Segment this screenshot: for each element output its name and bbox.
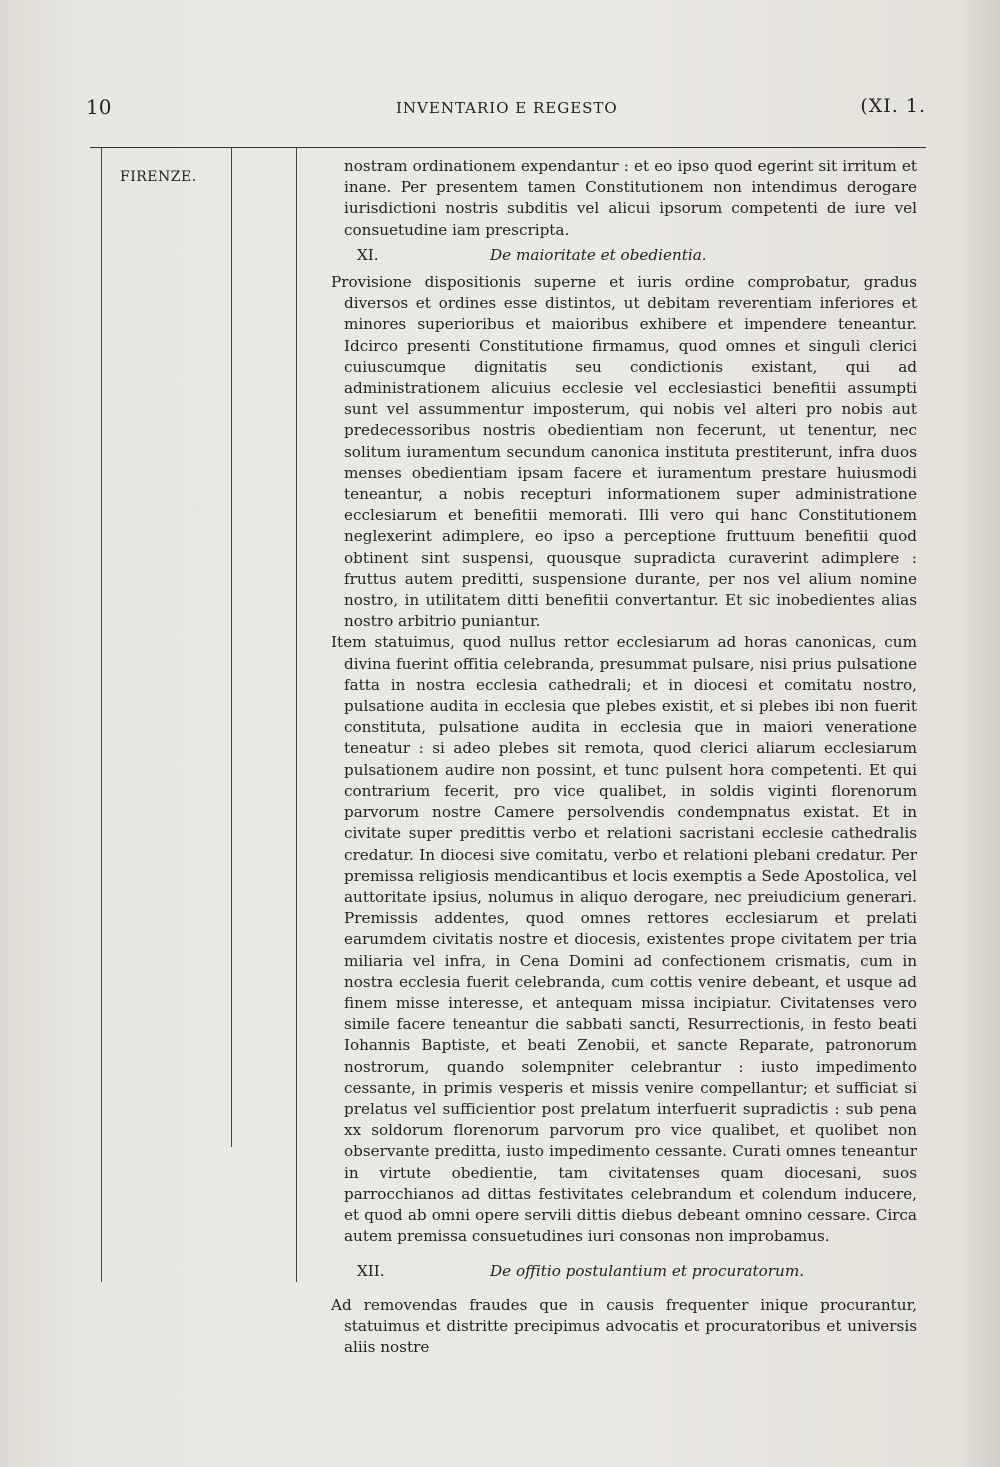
section-number-xii: XII. xyxy=(357,1262,385,1281)
paragraph-item-statuimus: Item statuimus, quod nullus rettor ecclesiarum ad horas canonicas, cum divina fuerint offitia celebranda, presummat pulsare, nisi prius pulsatione fatta in nostra ecclesia cathedrali; et in diocesi et comitatu nostro, pulsatione audita in ecclesia que plebes existit, et si plebes ibi non fuerit constituta, pulsatione audita in ecclesia que in maiori veneratione teneatur : si adeo plebes sit remota, quod clerici aliarum ecclesiarum pulsationem audire non possint, et tunc pulsent hora competenti. Et qui contrarium fecerit, pro vice qualibet, in soldis viginti florenorum parvorum nostre Camere persolvendis condempnatus existat. Et in civitate super predittis verbo et relationi sacristani ecclesie cathedralis credatur. In diocesi sive comitatu, verbo et relationi plebani credatur. Per premissa religiosis mendicantibus et locis exemptis a Sede Apostolica, vel auttoritate ipsius, nolumus in aliquo derogare, nec preiudicium generari. Premissis addentes, quod omnes rettores ecclesiarum et prelati earumdem civitatis nostre et diocesis, existentes prope civitatem per tria miliaria vel infra, in Cena Domini ad confectionem crismatis, cum in nostra ecclesia fuerit celebranda, cum cottis venire debeant, et usque ad finem misse interesse, et antequam missa incipiatur. Civitatenses vero simile facere teneantur die sabbati sancti, Resurrectionis, in festo beati Iohannis Baptiste, et beati Zenobii, et sancte Reparate, patronorum nostrorum, quando solempniter celebrantur : iusto impedimento cessante, in primis vesperis et missis venire compellantur; et sufficiat si prelatus vel sufficientior post prelatum interfuerit supradictis : sub pena xx soldorum florenorum parvorum pro vice qualibet, et quolibet non observante preditta, iusto impedimento cessante. Curati omnes teneantur in virtute obedientie, tam civitatenses quam diocesani, suos parrocchianos ad dittas festivitates celebrandum et colendum inducere, et quod ab omni opere servili dittis diebus debeant omnino cessare. Circa autem premissa consuetudines iuri consonas non improbamus. xyxy=(331,633,917,1246)
document-body xyxy=(315,156,917,1358)
place-label: FIRENZE. xyxy=(120,169,197,185)
section-title-xi: De maioritate et obedientia. xyxy=(490,245,707,264)
section-heading-xii xyxy=(315,1261,917,1282)
section-heading-xi xyxy=(315,245,917,266)
page-number: 10 xyxy=(86,95,112,119)
page-header xyxy=(86,95,926,125)
paragraph-provisione: Provisione dispositionis superne et iuris ordine comprobatur, gradus diversos et ordines esse distintos, ut debitam reverentiam inferiores et minores superioribus et maioribus exhibere et impendere teneantur. Idcirco presenti Constitutione firmamus, quod omnes et singuli clerici cuiuscumque dignitatis seu condictionis existant, qui ad administrationem alicuius ecclesie vel ecclesiastici benefitii assumpti sunt vel assummentur imposterum, qui nobis vel alteri pro nobis aut predecessoribus nostris obedientiam non fecerunt, ut tenentur, nec solitum iuramentum secundum canonica instituta prestiterunt, infra duos menses obedientiam ipsam facere et iuramentum prestare huiusmodi teneantur, a nobis recepturi informationem super administratione ecclesiarum et benefitii memorati. Illi vero qui hanc Constitutionem neglexerint adimplere, eo ipso a perceptione fruttuum benefitii quod obtinent sint suspensi, quousque supradicta curaverint adimplere : fruttus autem preditti, suspensione durante, per nos vel alium nomine nostro, in utilitatem ditti benefitii convertantur. Et sic inobedientes alias nostro arbitrio puniantur. xyxy=(331,273,917,631)
paragraph-ad-removendas: Ad removendas fraudes que in causis frequenter inique procurantur, statuimus et distritte precipimus advocatis et procuratoribus et universis aliis nostre xyxy=(331,1295,917,1356)
section-number-xi: XI. xyxy=(357,245,379,264)
inventory-table xyxy=(90,147,926,1356)
table-column-rule-1 xyxy=(231,147,232,1147)
table-column-rule-2 xyxy=(296,147,297,1282)
intro-paragraph: nostram ordinationem expendantur : et eo ipso quod egerint sit irritum et inane. Per presentem tamen Constitutionem non intendimus derogare iurisdictioni nostris subditis vel alicui ipsorum competenti de iure vel consuetudine iam prescripta. xyxy=(344,157,917,239)
section-title-xii: De offitio postulantium et procuratorum. xyxy=(490,1262,805,1281)
table-left-rule xyxy=(101,147,102,1282)
table-top-rule xyxy=(90,147,926,148)
section-marker: (XI. 1. xyxy=(860,95,926,117)
running-title: INVENTARIO E REGESTO xyxy=(396,99,618,117)
